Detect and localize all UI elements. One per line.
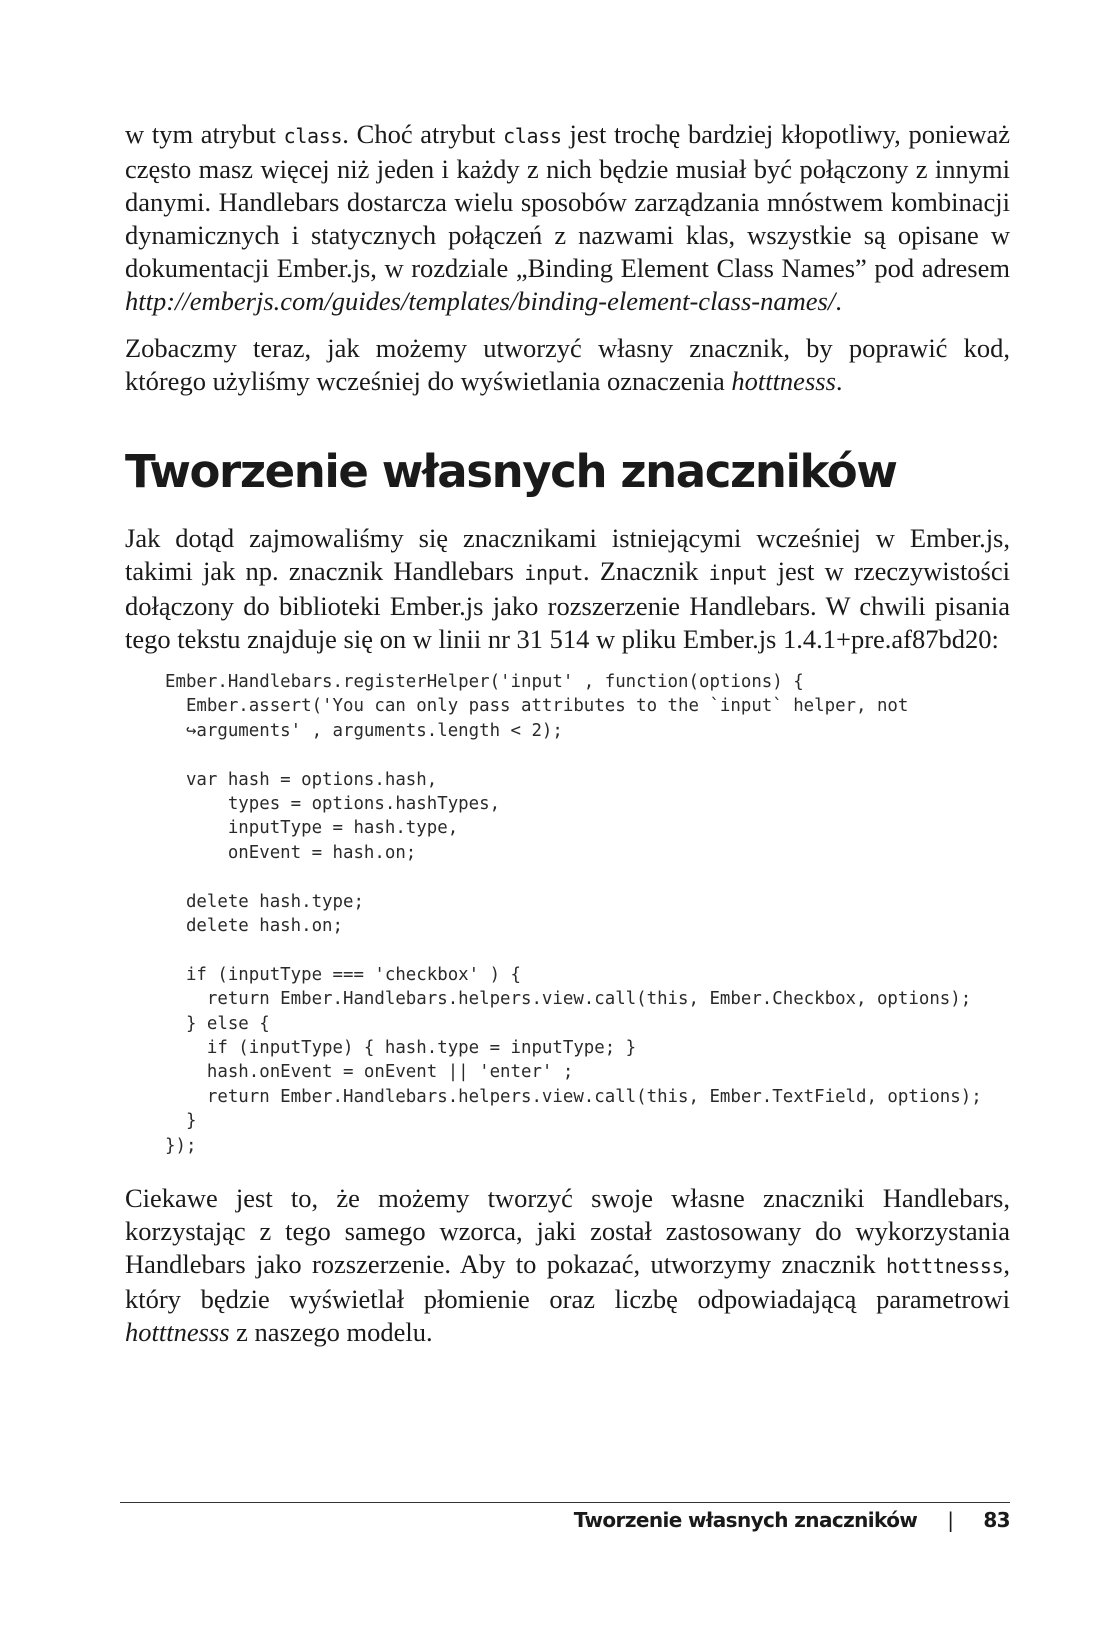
term-hotttnesss: hotttnesss bbox=[731, 366, 836, 396]
code-line: return Ember.Handlebars.helpers.view.call(this, Ember.Checkbox, options); bbox=[165, 989, 972, 1010]
code-line: if (inputType) { hash.type = inputType; } bbox=[165, 1038, 637, 1059]
footer-separator: | bbox=[947, 1508, 954, 1532]
text: . bbox=[835, 366, 843, 396]
code-line bbox=[165, 865, 1010, 889]
code-line: var hash = options.hash, bbox=[165, 769, 438, 790]
code-line: delete hash.on; bbox=[165, 916, 343, 937]
documentation-link[interactable]: http://emberjs.com/guides/templates/binding-element-class-names/ bbox=[125, 286, 836, 316]
text: . Znacznik bbox=[582, 556, 709, 586]
text: z naszego modelu. bbox=[229, 1317, 433, 1348]
text: jest w rzeczywistości dołączony do biblioteki Ember.js jako rozszerzenie Handlebars. W chwili pisania tego tekstu znajduje się on w linii nr 31 514 w pliku Ember.js 1.4.1+pre.af87bd20: bbox=[125, 556, 1010, 654]
code-line: delete hash.type; bbox=[165, 891, 364, 912]
code-line: Ember.assert('You can only pass attributes to the `input` helper, not bbox=[165, 696, 909, 717]
section-heading: Tworzenie własnych znaczników bbox=[125, 445, 897, 498]
code-line: ↪arguments' , arguments.length < 2); bbox=[165, 720, 563, 741]
code-line: types = options.hashTypes, bbox=[165, 794, 501, 815]
inline-code: class bbox=[503, 124, 562, 148]
inline-code: hotttnesss bbox=[885, 1254, 1004, 1279]
inline-code: input bbox=[708, 561, 768, 585]
code-line: hash.onEvent = onEvent || 'enter' ; bbox=[165, 1062, 574, 1083]
text: Zobaczmy teraz, jak możemy utworzyć własny znacznik, by poprawić kod, którego użyliśmy wcześniej do wyświetlania oznaczenia bbox=[125, 333, 1010, 396]
code-line: Ember.Handlebars.registerHelper('input' , function(options) { bbox=[165, 672, 804, 692]
code-line: }); bbox=[165, 1135, 197, 1156]
code-line: inputType = hash.type, bbox=[165, 818, 459, 839]
code-listing bbox=[165, 670, 1010, 1158]
code-line: } bbox=[165, 1111, 197, 1132]
text: , który będzie wyświetlał płomienie oraz liczbę odpowiadającą parametrowi bbox=[125, 1249, 1010, 1315]
paragraph-intro bbox=[125, 332, 1010, 398]
text: Ciekawe jest to, że możemy tworzyć swoje własne znaczniki Handlebars, korzystając z tego samego wzorca, jaki został zastosowany do wykorzystania Handlebars jako rozszerzenie. Aby to pokazać, utworzymy znacznik bbox=[125, 1183, 1010, 1280]
paragraph-custom-helper bbox=[125, 1182, 1010, 1349]
text: w tym atrybut bbox=[125, 119, 284, 149]
inline-code: input bbox=[524, 561, 583, 585]
term-hotttnesss: hotttnesss bbox=[125, 1317, 230, 1348]
page-footer bbox=[574, 1508, 1010, 1532]
paragraph-class-attribute bbox=[125, 118, 1010, 318]
code-line: if (inputType === 'checkbox' ) { bbox=[165, 964, 521, 985]
footer-section-title: Tworzenie własnych znaczników bbox=[573, 1508, 918, 1532]
text: Jak dotąd zajmowaliśmy się znacznikami istniejącymi wcześniej w Ember.js, takimi jak np. znacznik Handlebars bbox=[125, 523, 1010, 586]
footer-divider bbox=[120, 1502, 1010, 1503]
code-line: } else { bbox=[165, 1013, 270, 1034]
inline-code: class bbox=[283, 124, 343, 148]
code-line: return Ember.Handlebars.helpers.view.call(this, Ember.TextField, options); bbox=[165, 1086, 982, 1107]
code-line bbox=[165, 743, 1010, 767]
text: . bbox=[835, 286, 842, 316]
paragraph-existing-helpers bbox=[125, 522, 1010, 656]
code-line bbox=[165, 938, 1010, 962]
code-line: onEvent = hash.on; bbox=[165, 842, 417, 863]
page-content bbox=[125, 118, 1010, 1349]
page-number: 83 bbox=[983, 1508, 1010, 1532]
text: . Choć atrybut bbox=[342, 119, 504, 149]
text: jest trochę bardziej kłopotliwy, ponieważ często masz więcej niż jeden i każdy z nich będzie musiał być połączony z innymi danymi. Handlebars dostarcza wielu sposobów zarządzania mnóstwem kombinacji dynamicznych i statycznych połączeń z nazwami klas, wszystkie są opisane w dokumentacji Ember.js, w rozdziale „Binding Element Class Names” pod adresem bbox=[125, 119, 1011, 283]
